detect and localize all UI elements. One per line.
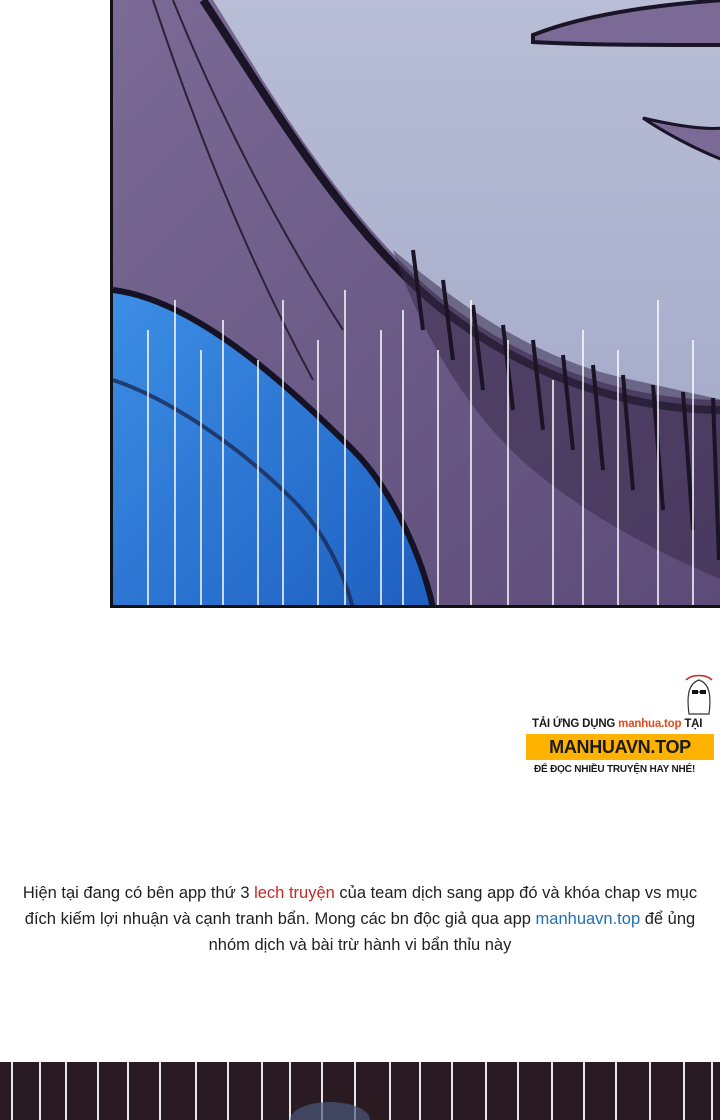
notice-part1: Hiện tại đang có bên app thứ 3 [22,884,255,902]
translator-notice [20,880,700,958]
ad-download-line [532,718,702,730]
ad-brand-label[interactable]: MANHUAVN.TOP [526,734,714,760]
ad-banner[interactable] [520,672,720,782]
ad-tagline: ĐỂ ĐỌC NHIỀU TRUYỆN HAY NHÉ! [534,764,696,775]
notice-red-text: lech truyện [254,884,335,902]
ad-line1-prefix: TẢI ỨNG DỤNG [532,718,616,730]
manga-panel-bottom [0,1062,720,1120]
manga-artwork [113,0,720,608]
sunglasses-ghost-icon [684,674,714,716]
manga-panel-top [110,0,720,608]
manga-artwork-bottom [0,1062,720,1120]
ad-line1-suffix: TẠI [684,718,703,730]
ad-site-link[interactable]: manhua.top [618,718,682,730]
notice-link[interactable]: manhuavn.top [535,910,641,928]
notice-part2: của team dịch sang app đó và khóa chap vs mục đích kiếm lợi nhuận và cạnh tranh bẩn. Mong các bn độc giả qua app [24,884,698,928]
notice-part3: để ủng nhóm dịch và bài trừ hành vi bẩn thỉu này [208,910,696,954]
